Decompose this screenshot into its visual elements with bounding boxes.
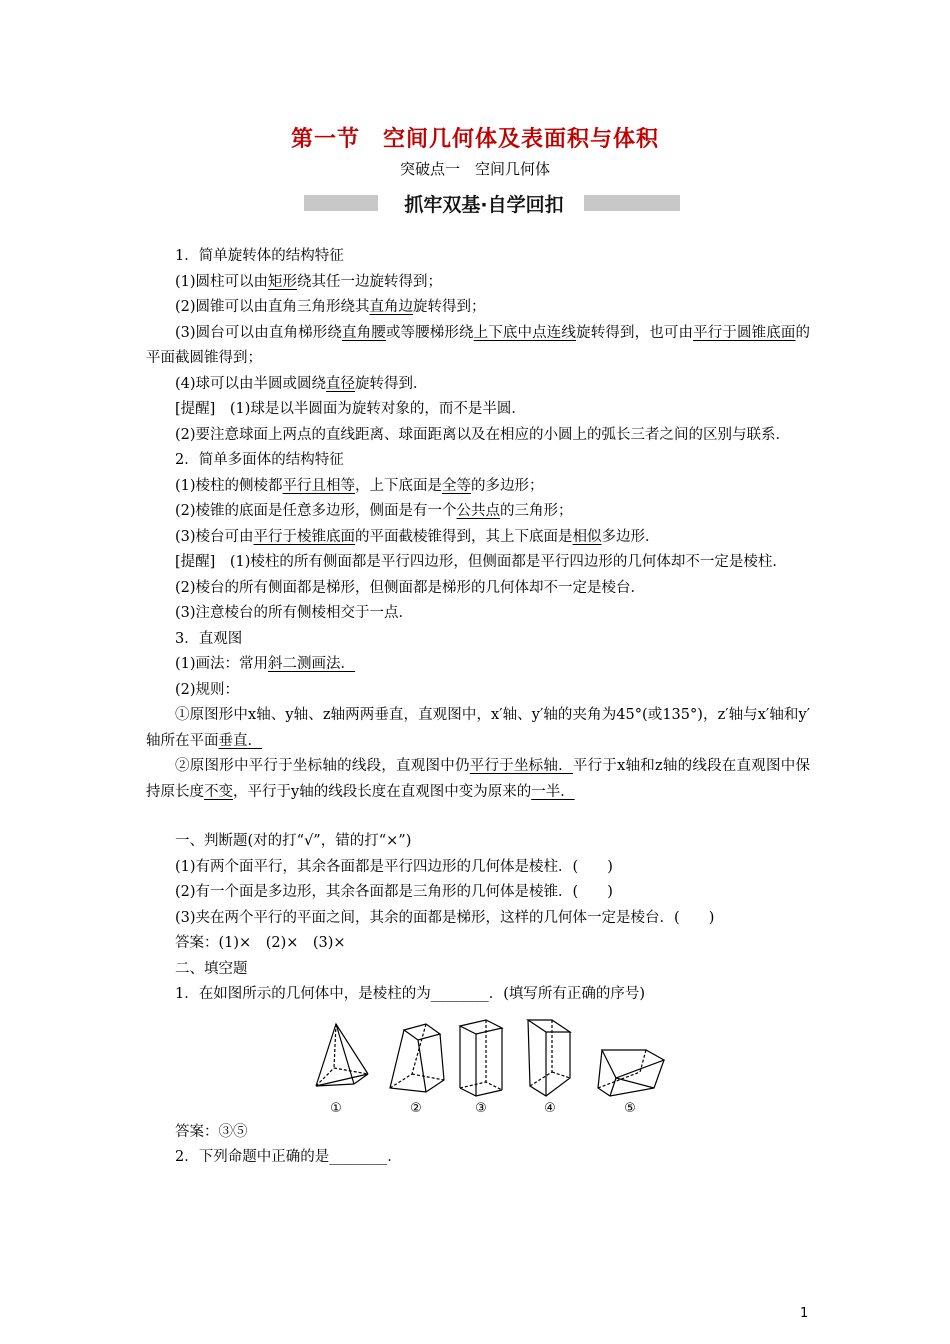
s3-line2: (2)规则：	[175, 681, 240, 698]
s1-line3: (3)圆台可以由直角梯形绕直角腰或等腰梯形绕上下底中点连线旋转得到，也可由平行于圆锥底面的平面截圆锥得到；	[146, 324, 811, 366]
s1-heading: 1．简单旋转体的结构特征	[175, 248, 344, 264]
solid-label-2: ②	[410, 1100, 422, 1116]
s1-line1: (1)圆柱可以由矩形绕其任一边旋转得到；	[175, 273, 443, 290]
s3-line1: (1)画法：常用斜二测画法．	[175, 656, 356, 672]
solid-label-3: ③	[475, 1100, 487, 1116]
banner-text: 抓牢双基·自学回扣	[404, 194, 564, 216]
solid-1-pyramid	[316, 1024, 368, 1086]
s3-rule1: ①原图形中x轴、y轴、z轴两两垂直，直观图中，x′轴、y′轴的夹角为45°(或135°)，z′轴与x′轴和y′轴所在平面垂直．	[146, 707, 810, 749]
s2-heading: 2．简单多面体的结构特征	[175, 452, 344, 468]
ex-q3: (3)夹在两个平行的平面之间，其余的面都是梯形，这样的几何体一定是棱台．( )	[175, 909, 715, 926]
s2-tip2: (2)棱台的所有侧面都是梯形，但侧面都是梯形的几何体却不一定是棱台．	[175, 579, 646, 596]
banner-bar-right	[584, 195, 680, 211]
ex-fill1: 1．在如图所示的几何体中，是棱柱的为________．(填写所有正确的序号)	[175, 986, 646, 1002]
ex-q1: (1)有两个面平行，其余各面都是平行四边形的几何体是棱柱．( )	[175, 858, 613, 875]
solid-3-prism	[460, 1020, 502, 1096]
solids-diagram	[306, 1016, 666, 1116]
spacer	[146, 805, 810, 829]
s1-line2: (2)圆锥可以由直角三角形绕其直角边旋转得到；	[175, 299, 486, 315]
solids-figure	[146, 1016, 810, 1116]
banner-bar-left	[304, 195, 378, 211]
s2-tip3: (3)注意棱台的所有侧棱相交于一点．	[175, 605, 414, 621]
ex-heading-fill: 二、填空题	[175, 960, 248, 977]
section-title: 第一节 空间几何体及表面积与体积	[290, 126, 659, 152]
s2-line3: (3)棱台可由平行于棱锥底面的平面截棱锥得到，其上下底面是相似多边形．	[175, 528, 660, 545]
ex-answer1: 答案：(1)× (2)× (3)×	[175, 935, 346, 951]
document-body	[146, 244, 810, 1171]
section-subtitle: 突破点一 空间几何体	[399, 160, 550, 178]
s2-line1: (1)棱柱的侧棱都平行且相等，上下底面是全等的多边形；	[175, 477, 544, 494]
solid-label-4: ④	[544, 1100, 556, 1116]
page-number: 1	[800, 1306, 809, 1321]
s3-heading: 3．直观图	[175, 630, 243, 647]
solid-4-shape	[528, 1020, 570, 1096]
s1-tip2: (2)要注意球面上两点的直线距离、球面距离以及在相应的小圆上的弧长三者之间的区别与联系．	[175, 426, 791, 443]
ex-heading-judge: 一、判断题(对的打“√”，错的打“×”)	[175, 833, 412, 849]
solid-label-5: ⑤	[624, 1100, 636, 1116]
s1-line4: (4)球可以由半圆或圆绕直径旋转得到．	[175, 375, 428, 392]
solid-label-1: ①	[330, 1100, 342, 1116]
ex-q2: (2)有一个面是多边形，其余各面都是三角形的几何体是棱锥．( )	[175, 884, 613, 900]
ex-fill2: 2．下列命题中正确的是________．	[175, 1149, 402, 1165]
s2-tip1: [提醒] (1)棱柱的所有侧面都是平行四边形，但侧面都是平行四边形的几何体却不一定是棱柱．	[175, 554, 787, 570]
ex-answer2: 答案：③⑤	[175, 1123, 248, 1140]
banner	[304, 190, 680, 216]
solid-5-prism	[598, 1050, 664, 1096]
s3-rule2: ②原图形中平行于坐标轴的线段，直观图中仍平行于坐标轴．平行于x轴和z轴的线段在直观图中保持原长度不变，平行于y轴的线段长度在直观图中变为原来的一半．	[146, 758, 810, 800]
s2-line2: (2)棱锥的底面是任意多边形，侧面是有一个公共点的三角形；	[175, 503, 573, 519]
solid-2-frustum	[390, 1024, 444, 1092]
s1-tip1: [提醒] (1)球是以半圆面为旋转对象的，而不是半圆．	[175, 401, 526, 417]
